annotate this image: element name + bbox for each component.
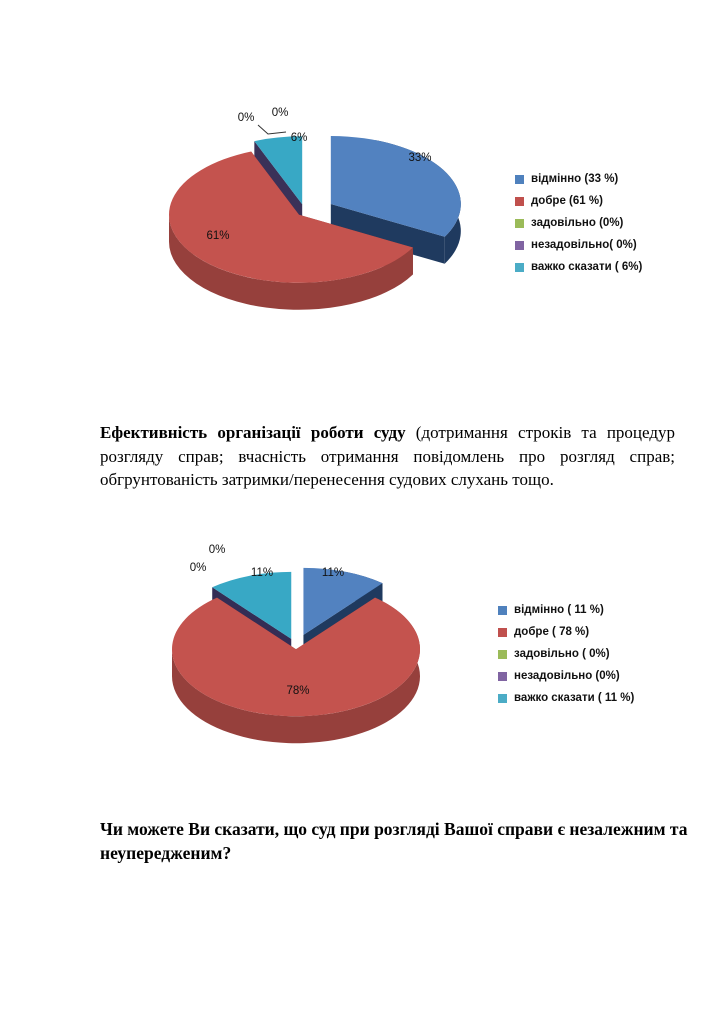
label-leader-line	[258, 125, 286, 134]
legend-swatch-icon	[515, 197, 524, 206]
pie-chart-2	[100, 535, 520, 753]
legend-item	[515, 168, 642, 190]
legend-label: важко сказати ( 11 %)	[514, 692, 635, 704]
legend-label: добре (61 %)	[531, 195, 603, 207]
legend-swatch-icon	[498, 672, 507, 681]
slice-percent-label: 11%	[321, 567, 345, 579]
legend-item	[515, 234, 642, 256]
chart-1-legend	[515, 168, 642, 278]
legend-item	[498, 665, 634, 687]
legend-swatch-icon	[498, 606, 507, 615]
legend-item	[498, 621, 634, 643]
legend-label: важко сказати ( 6%)	[531, 261, 643, 273]
legend-label: відмінно (33 %)	[531, 173, 619, 185]
legend-label: задовільно (0%)	[531, 217, 624, 229]
legend-label: задовільно ( 0%)	[514, 648, 610, 660]
paragraph-efficiency	[100, 421, 675, 492]
slice-percent-label: 0%	[189, 562, 207, 574]
legend-item	[515, 190, 642, 212]
slice-percent-label: 6%	[290, 132, 308, 144]
paragraph-efficiency-rest: (дотримання строків та процедур розгляду справ; вчасність отримання повідомлень про розгляд справ; обгрунтованість затримки/перенесення судових слухань тощо.	[100, 423, 675, 489]
paragraph-question	[100, 817, 692, 865]
slice-percent-label: 0%	[271, 107, 289, 119]
paragraph-question-text: Чи можете Ви сказати, що суд при розгляді Вашої справи є незалежним та неупередженим?	[100, 819, 688, 863]
legend-swatch-icon	[515, 241, 524, 250]
legend-item	[498, 687, 634, 709]
legend-label: незадовільно( 0%)	[531, 239, 637, 251]
chart-2-legend	[498, 599, 634, 709]
slice-percent-label: 0%	[208, 544, 226, 556]
legend-swatch-icon	[498, 650, 507, 659]
legend-label: добре ( 78 %)	[514, 626, 590, 638]
paragraph-efficiency-lead: Ефективність організації роботи суду	[100, 423, 406, 442]
legend-item	[515, 256, 642, 278]
slice-percent-label: 11%	[250, 567, 274, 579]
legend-label: відмінно ( 11 %)	[514, 604, 604, 616]
legend-item	[515, 212, 642, 234]
slice-percent-label: 0%	[237, 112, 255, 124]
pie-chart-1	[100, 85, 520, 320]
legend-item	[498, 599, 634, 621]
legend-label: незадовільно (0%)	[514, 670, 620, 682]
legend-swatch-icon	[515, 175, 524, 184]
legend-item	[498, 643, 634, 665]
legend-swatch-icon	[498, 694, 507, 703]
slice-percent-label: 61%	[206, 230, 230, 242]
slice-percent-label: 78%	[286, 685, 310, 697]
legend-swatch-icon	[515, 219, 524, 228]
legend-swatch-icon	[498, 628, 507, 637]
slice-percent-label: 33%	[408, 152, 432, 164]
legend-swatch-icon	[515, 263, 524, 272]
